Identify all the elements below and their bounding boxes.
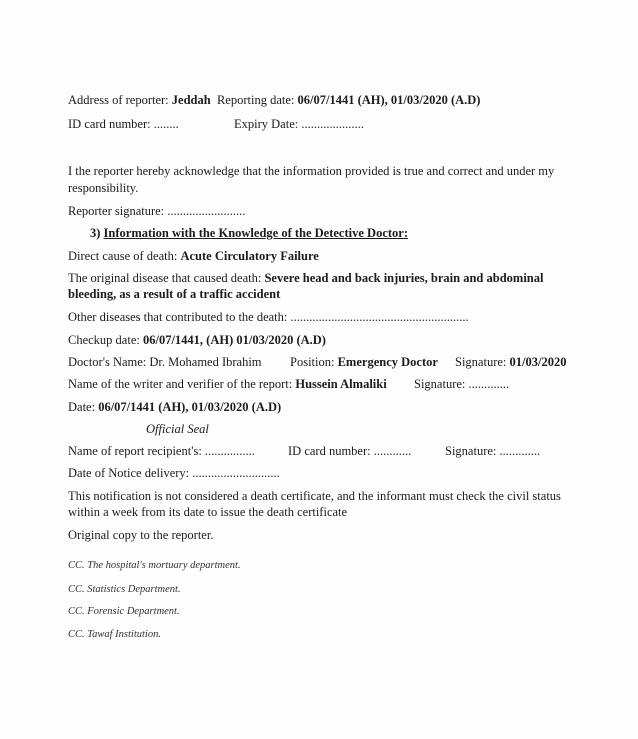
original-disease-label: The original disease that caused death: [68, 271, 262, 285]
recipient-name-value: ................ [204, 444, 255, 458]
recipient-id-label: ID card number: [288, 444, 371, 458]
original-disease-line-1 [68, 270, 543, 286]
original-disease-line-2 [68, 286, 280, 302]
section-3-title: Information with the Knowledge of the Detective Doctor: [103, 226, 408, 240]
position-value: Emergency Doctor [337, 355, 438, 369]
checkup-label: Checkup date: [68, 333, 140, 347]
recipient-signature-value: ............. [499, 444, 541, 458]
doctor-label: Doctor's Name: [68, 355, 147, 369]
note-line-2: within a week from its date to issue the death certificate [68, 505, 348, 519]
section-3-number: 3) [90, 226, 101, 240]
address-label: Address of reporter: [68, 93, 169, 107]
official-seal: Official Seal [146, 422, 209, 436]
other-diseases-line [68, 309, 469, 325]
acknowledgement-line-1: I the reporter hereby acknowledge that the information provided is true and correct and under my [68, 164, 555, 178]
writer-signature-value: ............. [468, 377, 510, 391]
doctor-value: Dr. Mohamed Ibrahim [149, 355, 262, 369]
expiry-label: Expiry Date: [234, 117, 299, 131]
cc-item: CC. Forensic Department. [68, 606, 180, 617]
address-line [68, 92, 480, 108]
reporting-date-value: 06/07/1441 (AH), 01/03/2020 (A.D) [297, 93, 481, 107]
other-diseases-value: ......................................................... [290, 310, 469, 324]
original-disease-value-1: Severe head and back injuries, brain and abdominal [264, 271, 544, 285]
recipient-signature-label: Signature: [445, 444, 497, 458]
expiry-value: .................... [301, 117, 364, 131]
expiry-line [234, 116, 364, 132]
recipient-signature-line [445, 443, 540, 459]
date-label: Date: [68, 400, 96, 414]
recipient-name-label: Name of report recipient's: [68, 444, 202, 458]
original-copy: Original copy to the reporter. [68, 528, 214, 542]
id-card-value: ........ [153, 117, 179, 131]
recipient-id-line [288, 443, 411, 459]
date-line [68, 399, 281, 415]
reporter-signature-value: ......................... [167, 204, 246, 218]
checkup-value: 06/07/1441, (AH) 01/03/2020 (A.D) [142, 333, 326, 347]
address-value: Jeddah [171, 93, 211, 107]
direct-cause-value: Acute Circulatory Failure [180, 249, 319, 263]
original-disease-value-2: bleeding, as a result of a traffic accident [68, 287, 281, 301]
position-label: Position: [290, 355, 335, 369]
section-3-heading [90, 225, 408, 241]
writer-value: Hussein Almaliki [295, 377, 387, 391]
cc-item: CC. Tawaf Institution. [68, 629, 161, 640]
notice-delivery-value: ............................ [192, 466, 280, 480]
id-card-line [68, 116, 179, 132]
reporter-signature-label: Reporter signature: [68, 204, 165, 218]
notice-delivery-label: Date of Notice delivery: [68, 466, 190, 480]
note-line-1: This notification is not considered a death certificate, and the informant must check the civil status [68, 489, 561, 503]
date-value: 06/07/1441 (AH), 01/03/2020 (A.D) [98, 400, 282, 414]
writer-label: Name of the writer and verifier of the report: [68, 377, 293, 391]
direct-cause-line [68, 248, 319, 264]
recipient-id-value: ............ [373, 444, 412, 458]
reporter-signature-line [68, 203, 245, 219]
id-card-label: ID card number: [68, 117, 151, 131]
doctor-signature-value: 01/03/2020 [509, 355, 567, 369]
notice-delivery-line [68, 465, 280, 481]
writer-signature-line [414, 376, 509, 392]
reporting-date-label: Reporting date: [216, 93, 295, 107]
position-line [290, 354, 438, 370]
other-diseases-label: Other diseases that contributed to the death: [68, 310, 288, 324]
checkup-line [68, 332, 326, 348]
direct-cause-label: Direct cause of death: [68, 249, 178, 263]
writer-signature-label: Signature: [414, 377, 466, 391]
cc-item: CC. Statistics Department. [68, 584, 181, 595]
doctor-signature-line [455, 354, 566, 370]
writer-line [68, 376, 387, 392]
recipient-name-line [68, 443, 255, 459]
doctor-line [68, 354, 262, 370]
doctor-signature-label: Signature: [455, 355, 507, 369]
cc-item: CC. The hospital's mortuary department. [68, 560, 241, 571]
acknowledgement-line-2: responsibility. [68, 181, 139, 195]
